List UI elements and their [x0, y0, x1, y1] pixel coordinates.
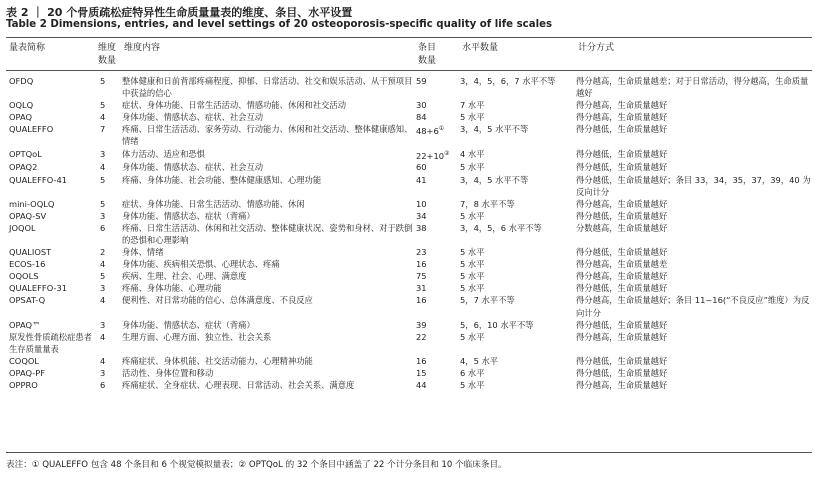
scoring-method-cell: 得分越高，生命质量越好 — [576, 331, 668, 342]
level-count-cell: 3，4，5，6，7 水平不等 — [460, 76, 556, 86]
dimension-count-cell: 5 — [100, 100, 106, 111]
scale-name-cell: OPAQ-SV — [9, 210, 47, 221]
scale-name-cell: OPAQ — [9, 112, 33, 123]
scale-name-cell: mini-OQLQ — [9, 198, 55, 209]
level-count-cell: 5 水平 — [460, 210, 485, 221]
dimension-count-cell: 5 — [100, 76, 106, 86]
table-row — [6, 294, 812, 318]
level-count-cell: 5 水平 — [460, 331, 485, 342]
scoring-method-cell: 得分越低，生命质量越好 — [576, 368, 668, 379]
item-count-cell: 16 — [416, 355, 427, 366]
level-count-cell: 6 水平 — [460, 368, 485, 379]
table-row — [6, 210, 812, 222]
bottom-rule — [6, 452, 812, 453]
scale-name-cell: QUALEFFO-41 — [9, 174, 68, 185]
header-rule — [6, 70, 812, 71]
scale-name-cell: OPAQ2 — [9, 162, 38, 173]
dimension-content-cell: 疼痛、身体功能、社会功能、整体健康感知、心理功能 — [122, 174, 322, 185]
table-row — [6, 319, 812, 331]
data-table — [6, 75, 812, 391]
level-count-cell: 3，4，5，6 水平不等 — [460, 222, 542, 233]
table-row — [6, 355, 812, 367]
dimension-count-cell: 4 — [100, 295, 106, 306]
header-items-2: 数量 — [418, 56, 437, 66]
item-count-cell: 48+6① — [416, 125, 445, 137]
item-count-cell: 60 — [416, 162, 427, 173]
scoring-method-cell: 得分越高，生命质量越差 — [576, 259, 668, 270]
dimension-content-cell: 疼痛症状、全身症状、心理表现、日常活动、社会关系、满意度 — [122, 380, 355, 391]
table-row — [6, 111, 812, 123]
level-count-cell: 4 水平 — [460, 148, 485, 159]
table-row — [6, 379, 812, 391]
item-count-cell: 41 — [416, 174, 427, 185]
dimension-count-cell: 3 — [100, 283, 106, 294]
dimension-count-cell: 3 — [100, 210, 106, 221]
dimension-count-cell: 5 — [100, 174, 106, 185]
level-count-cell: 7 水平 — [460, 100, 485, 111]
level-count-cell: 5 水平 — [460, 271, 485, 282]
dimension-content-cell: 身体功能、情感状态、症状（背痛） — [122, 319, 255, 330]
table-row — [6, 75, 812, 99]
table-row — [6, 270, 812, 282]
level-count-cell: 5，7 水平不等 — [460, 295, 515, 306]
scoring-method-cell: 得分越高，生命质量越好；条目 11~16(“不良反应”维度）为反向计分 — [576, 295, 810, 318]
item-count-cell: 75 — [416, 271, 427, 282]
item-count-cell: 16 — [416, 259, 427, 270]
table-row — [6, 282, 812, 294]
table-row — [6, 331, 812, 355]
item-count-cell: 22 — [416, 331, 427, 342]
dimension-count-cell: 2 — [100, 247, 106, 258]
scale-name-cell: JOQOL — [9, 222, 36, 233]
header-levels: 水平数量 — [462, 43, 499, 53]
dimension-content-cell: 身体功能、情感状态、症状、社会互动 — [122, 162, 264, 173]
item-count-cell: 30 — [416, 100, 427, 111]
header-dim-content: 维度内容 — [124, 43, 161, 53]
level-count-cell: 5，6，10 水平不等 — [460, 319, 534, 330]
scale-name-cell: OFDQ — [9, 76, 34, 86]
dimension-content-cell: 整体健康和日前背部疼痛程度、抑郁、日常活动、社交和娱乐活动、从干预项目中获益的信心 — [122, 76, 413, 99]
scoring-method-cell: 得分越低，生命质量越好 — [576, 247, 668, 258]
item-count-cell: 22+10② — [416, 149, 450, 161]
level-count-cell: 4，5 水平 — [460, 355, 499, 366]
level-count-cell: 5 水平 — [460, 112, 485, 123]
item-count-cell: 15 — [416, 368, 427, 379]
scoring-method-cell: 得分越高，生命质量越好 — [576, 112, 668, 123]
dimension-content-cell: 疾病、生理、社会、心理、满意度 — [122, 271, 247, 282]
header-dim-count-2: 数量 — [98, 56, 117, 66]
dimension-content-cell: 身体功能、疾病相关恐惧、心理状态、疼痛 — [122, 259, 280, 270]
dimension-count-cell: 6 — [100, 222, 106, 233]
item-count-cell: 34 — [416, 210, 427, 221]
scale-name-cell: OPAQ™ — [9, 319, 41, 330]
scale-name-cell: OPPRO — [9, 380, 38, 391]
scale-name-cell: OQLQ — [9, 100, 34, 111]
level-count-cell: 5 水平 — [460, 380, 485, 391]
level-count-cell: 7，8 水平不等 — [460, 198, 515, 209]
level-count-cell: 3，4，5 水平不等 — [460, 174, 529, 185]
dimension-count-cell: 7 — [100, 124, 106, 135]
level-count-cell: 5 水平 — [460, 283, 485, 294]
dimension-count-cell: 4 — [100, 259, 106, 270]
table-row — [6, 258, 812, 270]
table-row — [6, 123, 812, 147]
item-count-cell: 84 — [416, 112, 427, 123]
item-count-cell: 10 — [416, 198, 427, 209]
scoring-method-cell: 得分越低，生命质量越好；条目 33，34，35，37，39，40 为反向计分 — [576, 174, 811, 197]
dimension-content-cell: 身体功能、情感状态、症状、社会互动 — [122, 112, 264, 123]
dimension-content-cell: 体力活动、适应和恐惧 — [122, 148, 205, 159]
scoring-method-cell: 得分越高，生命质量越差；对于日常活动，得分越高，生命质量越好 — [576, 76, 809, 99]
header-name: 量表简称 — [9, 43, 46, 53]
dimension-count-cell: 5 — [100, 271, 106, 282]
dimension-count-cell: 3 — [100, 148, 106, 159]
footnote-marker: ① — [438, 125, 445, 133]
scoring-method-cell: 得分越低，生命质量越好 — [576, 210, 668, 221]
dimension-content-cell: 活动性、身体位置和移动 — [122, 368, 214, 379]
dimension-content-cell: 疼痛、日常生活活动、休闲和社交活动、整体健康状况、姿势和身材、对于跌倒的恐惧和心理影响 — [122, 222, 413, 245]
scoring-method-cell: 得分越高，生命质量越好 — [576, 380, 668, 391]
table-title-en: Table 2 Dimensions, entries, and level settings of 20 osteoporosis-specific quality of life scales — [6, 19, 553, 30]
dimension-content-cell: 身体功能、情感状态、症状（背痛） — [122, 210, 255, 221]
dimension-count-cell: 6 — [100, 380, 106, 391]
header-dim-count-1: 维度 — [98, 43, 117, 53]
table-row — [6, 367, 812, 379]
scoring-method-cell: 得分越低，生命质量越好 — [576, 162, 668, 173]
level-count-cell: 5 水平 — [460, 259, 485, 270]
table-row — [6, 99, 812, 111]
header-scoring: 计分方式 — [578, 43, 615, 53]
scale-name-cell: 原发性骨质疏松症患者生存质量量表 — [9, 331, 92, 354]
scale-name-cell: COQOL — [9, 355, 40, 366]
dimension-count-cell: 4 — [100, 162, 106, 173]
scoring-method-cell: 得分越低，生命质量越好 — [576, 283, 668, 294]
scoring-method-cell: 得分越低，生命质量越好 — [576, 148, 668, 159]
scale-name-cell: QUALIOST — [9, 247, 52, 258]
scale-name-cell: QUALEFFO — [9, 124, 54, 135]
item-count-cell: 16 — [416, 295, 427, 306]
dimension-content-cell: 症状、身体功能、日常生活活动、情感功能、休闲和社交活动 — [122, 100, 347, 111]
scale-name-cell: OPTQoL — [9, 148, 42, 159]
scale-name-cell: ECOS-16 — [9, 259, 46, 270]
table-row — [6, 174, 812, 198]
dimension-count-cell: 4 — [100, 355, 106, 366]
table-footnote: 表注：① QUALEFFO 包含 48 个条目和 6 个视觉模拟量表；② OPTQoL 的 32 个条目中涵盖了 22 个计分条目和 10 个临床条目。 — [6, 460, 507, 470]
dimension-count-cell: 5 — [100, 198, 106, 209]
level-count-cell: 5 水平 — [460, 162, 485, 173]
dimension-content-cell: 疼痛症状、身体机能、社交活动能力、心理精神功能 — [122, 355, 313, 366]
dimension-content-cell: 生理方面、心理方面、独立性、社会关系 — [122, 331, 272, 342]
scoring-method-cell: 得分越低，生命质量越好 — [576, 319, 668, 330]
scoring-method-cell: 得分越低，生命质量越好 — [576, 124, 668, 135]
item-count-cell: 31 — [416, 283, 427, 294]
dimension-count-cell: 4 — [100, 112, 106, 123]
item-count-cell: 23 — [416, 247, 427, 258]
scale-name-cell: OQOLS — [9, 271, 39, 282]
header-items-1: 条目 — [418, 43, 437, 53]
scoring-method-cell: 得分越高，生命质量越好 — [576, 271, 668, 282]
dimension-count-cell: 3 — [100, 368, 106, 379]
item-count-cell: 59 — [416, 76, 427, 86]
scoring-method-cell: 分数越高，生命质量越好 — [576, 222, 668, 233]
level-count-cell: 3，4，5 水平不等 — [460, 124, 529, 135]
table-title-cn: 表 2 ｜ 20 个骨质疏松症特异性生命质量量表的维度、条目、水平设置 — [6, 6, 353, 19]
scale-name-cell: OPAQ-PF — [9, 368, 46, 379]
dimension-count-cell: 4 — [100, 331, 106, 342]
table-row — [6, 198, 812, 210]
top-rule — [6, 37, 812, 38]
scoring-method-cell: 得分越高，生命质量越好 — [576, 100, 668, 111]
dimension-content-cell: 症状、身体功能、日常生活活动、情感功能、休闲 — [122, 198, 305, 209]
item-count-cell: 39 — [416, 319, 427, 330]
table-row — [6, 161, 812, 173]
dimension-content-cell: 疼痛、日常生活活动、家务劳动、行动能力、休闲和社交活动、整体健康感知、情绪 — [122, 124, 413, 147]
item-count-cell: 44 — [416, 380, 427, 391]
dimension-content-cell: 便利性、对日常功能的信心、总体满意度、不良反应 — [122, 295, 313, 306]
item-count-cell: 38 — [416, 222, 427, 233]
scoring-method-cell: 得分越低，生命质量越好 — [576, 355, 668, 366]
scoring-method-cell: 得分越高，生命质量越好 — [576, 198, 668, 209]
dimension-content-cell: 疼痛、身体功能、心理功能 — [122, 283, 222, 294]
scale-name-cell: QUALEFFO-31 — [9, 283, 68, 294]
table-row — [6, 246, 812, 258]
level-count-cell: 5 水平 — [460, 247, 485, 258]
footnote-marker: ② — [444, 149, 450, 157]
dimension-content-cell: 身体、情绪 — [122, 247, 164, 258]
scale-name-cell: OPSAT-Q — [9, 295, 46, 306]
table-row — [6, 222, 812, 246]
table-row — [6, 148, 812, 162]
dimension-count-cell: 3 — [100, 319, 106, 330]
